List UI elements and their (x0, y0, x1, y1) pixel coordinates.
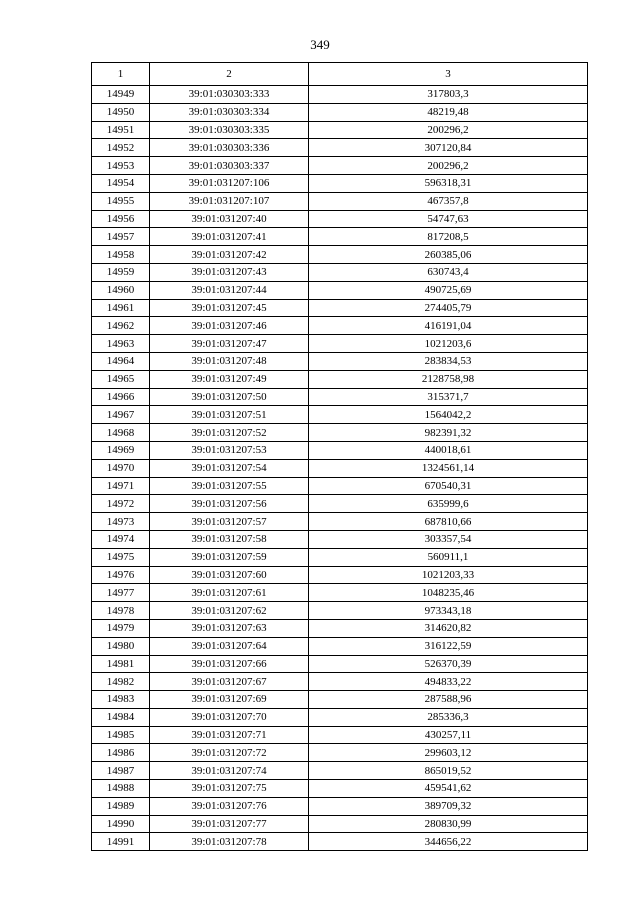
row-number-cell: 14970 (92, 459, 150, 477)
value-cell: 260385,06 (309, 246, 588, 264)
row-number-cell: 14977 (92, 584, 150, 602)
row-number-cell: 14963 (92, 335, 150, 353)
value-cell: 317803,3 (309, 86, 588, 104)
table-row (92, 424, 588, 442)
row-number-cell: 14971 (92, 477, 150, 495)
value-cell: 48219,48 (309, 103, 588, 121)
table-row (92, 406, 588, 424)
row-number-cell: 14972 (92, 495, 150, 513)
cadastral-number-cell: 39:01:030303:334 (150, 103, 309, 121)
column-header-value: 3 (309, 63, 588, 86)
row-number-cell: 14961 (92, 299, 150, 317)
table-row (92, 352, 588, 370)
cadastral-number-cell: 39:01:031207:72 (150, 744, 309, 762)
row-number-cell: 14958 (92, 246, 150, 264)
row-number-cell: 14953 (92, 157, 150, 175)
cadastral-number-cell: 39:01:031207:70 (150, 708, 309, 726)
value-cell: 307120,84 (309, 139, 588, 157)
row-number-cell: 14980 (92, 637, 150, 655)
cadastral-number-cell: 39:01:031207:51 (150, 406, 309, 424)
table-row (92, 335, 588, 353)
header-row (92, 63, 588, 86)
row-number-cell: 14984 (92, 708, 150, 726)
cadastral-number-cell: 39:01:031207:50 (150, 388, 309, 406)
table-row (92, 317, 588, 335)
row-number-cell: 14983 (92, 691, 150, 709)
cadastral-number-cell: 39:01:031207:56 (150, 495, 309, 513)
value-cell: 982391,32 (309, 424, 588, 442)
row-number-cell: 14988 (92, 780, 150, 798)
table-header (92, 63, 588, 86)
cadastral-number-cell: 39:01:031207:52 (150, 424, 309, 442)
row-number-cell: 14982 (92, 673, 150, 691)
cadastral-number-cell: 39:01:031207:76 (150, 797, 309, 815)
value-cell: 314620,82 (309, 619, 588, 637)
value-cell: 490725,69 (309, 281, 588, 299)
cadastral-number-cell: 39:01:031207:42 (150, 246, 309, 264)
value-cell: 687810,66 (309, 513, 588, 531)
row-number-cell: 14949 (92, 86, 150, 104)
cadastral-number-cell: 39:01:031207:46 (150, 317, 309, 335)
value-cell: 494833,22 (309, 673, 588, 691)
table-row (92, 370, 588, 388)
row-number-cell: 14956 (92, 210, 150, 228)
table-body (92, 86, 588, 851)
value-cell: 344656,22 (309, 833, 588, 851)
table-row (92, 103, 588, 121)
table-row (92, 459, 588, 477)
row-number-cell: 14951 (92, 121, 150, 139)
value-cell: 459541,62 (309, 780, 588, 798)
cadastral-number-cell: 39:01:031207:69 (150, 691, 309, 709)
table-row (92, 566, 588, 584)
table-row (92, 548, 588, 566)
value-cell: 316122,59 (309, 637, 588, 655)
table-row (92, 637, 588, 655)
row-number-cell: 14991 (92, 833, 150, 851)
row-number-cell: 14968 (92, 424, 150, 442)
row-number-cell: 14957 (92, 228, 150, 246)
value-cell: 389709,32 (309, 797, 588, 815)
table-row (92, 655, 588, 673)
table-row (92, 299, 588, 317)
cadastral-number-cell: 39:01:031207:59 (150, 548, 309, 566)
value-cell: 596318,31 (309, 174, 588, 192)
value-cell: 1048235,46 (309, 584, 588, 602)
table-row (92, 815, 588, 833)
cadastral-number-cell: 39:01:031207:47 (150, 335, 309, 353)
table-row (92, 619, 588, 637)
row-number-cell: 14969 (92, 441, 150, 459)
table-row (92, 708, 588, 726)
cadastral-number-cell: 39:01:031207:40 (150, 210, 309, 228)
table-row (92, 495, 588, 513)
table-row (92, 192, 588, 210)
cadastral-number-cell: 39:01:031207:78 (150, 833, 309, 851)
value-cell: 200296,2 (309, 157, 588, 175)
table-row (92, 673, 588, 691)
cadastral-number-cell: 39:01:031207:45 (150, 299, 309, 317)
value-cell: 285336,3 (309, 708, 588, 726)
value-cell: 670540,31 (309, 477, 588, 495)
cadastral-number-cell: 39:01:030303:333 (150, 86, 309, 104)
table-row (92, 584, 588, 602)
table-row (92, 726, 588, 744)
value-cell: 283834,53 (309, 352, 588, 370)
table-row (92, 121, 588, 139)
row-number-cell: 14986 (92, 744, 150, 762)
value-cell: 1564042,2 (309, 406, 588, 424)
cadastral-number-cell: 39:01:031207:55 (150, 477, 309, 495)
row-number-cell: 14954 (92, 174, 150, 192)
value-cell: 287588,96 (309, 691, 588, 709)
row-number-cell: 14978 (92, 602, 150, 620)
row-number-cell: 14965 (92, 370, 150, 388)
value-cell: 440018,61 (309, 441, 588, 459)
table-row (92, 602, 588, 620)
row-number-cell: 14966 (92, 388, 150, 406)
table-row (92, 86, 588, 104)
cadastral-number-cell: 39:01:031207:58 (150, 530, 309, 548)
cadastral-number-cell: 39:01:031207:48 (150, 352, 309, 370)
row-number-cell: 14960 (92, 281, 150, 299)
table-row (92, 441, 588, 459)
value-cell: 630743,4 (309, 263, 588, 281)
table-row (92, 388, 588, 406)
row-number-cell: 14962 (92, 317, 150, 335)
table-row (92, 513, 588, 531)
row-number-cell: 14950 (92, 103, 150, 121)
table-row (92, 833, 588, 851)
cadastral-number-cell: 39:01:031207:63 (150, 619, 309, 637)
table-row (92, 780, 588, 798)
value-cell: 430257,11 (309, 726, 588, 744)
value-cell: 526370,39 (309, 655, 588, 673)
value-cell: 2128758,98 (309, 370, 588, 388)
cadastral-number-cell: 39:01:031207:49 (150, 370, 309, 388)
value-cell: 274405,79 (309, 299, 588, 317)
cadastral-number-cell: 39:01:031207:60 (150, 566, 309, 584)
table-row (92, 228, 588, 246)
value-cell: 865019,52 (309, 762, 588, 780)
cadastral-number-cell: 39:01:030303:337 (150, 157, 309, 175)
cadastral-number-cell: 39:01:031207:66 (150, 655, 309, 673)
cadastral-number-cell: 39:01:031207:61 (150, 584, 309, 602)
cadastral-number-cell: 39:01:030303:335 (150, 121, 309, 139)
row-number-cell: 14967 (92, 406, 150, 424)
cadastral-number-cell: 39:01:031207:54 (150, 459, 309, 477)
value-cell: 1021203,33 (309, 566, 588, 584)
table-row (92, 530, 588, 548)
cadastral-number-cell: 39:01:031207:106 (150, 174, 309, 192)
row-number-cell: 14974 (92, 530, 150, 548)
cadastral-number-cell: 39:01:031207:77 (150, 815, 309, 833)
value-cell: 635999,6 (309, 495, 588, 513)
value-cell: 200296,2 (309, 121, 588, 139)
row-number-cell: 14981 (92, 655, 150, 673)
cadastral-number-cell: 39:01:031207:41 (150, 228, 309, 246)
row-number-cell: 14990 (92, 815, 150, 833)
value-cell: 299603,12 (309, 744, 588, 762)
cadastral-number-cell: 39:01:031207:62 (150, 602, 309, 620)
value-cell: 280830,99 (309, 815, 588, 833)
table-row (92, 263, 588, 281)
row-number-cell: 14976 (92, 566, 150, 584)
table-row (92, 281, 588, 299)
cadastral-number-cell: 39:01:031207:64 (150, 637, 309, 655)
table-row (92, 174, 588, 192)
row-number-cell: 14975 (92, 548, 150, 566)
cadastral-number-cell: 39:01:031207:107 (150, 192, 309, 210)
row-number-cell: 14964 (92, 352, 150, 370)
table-row (92, 797, 588, 815)
table-row (92, 744, 588, 762)
value-cell: 54747,63 (309, 210, 588, 228)
table-row (92, 477, 588, 495)
value-cell: 303357,54 (309, 530, 588, 548)
cadastral-number-cell: 39:01:031207:75 (150, 780, 309, 798)
value-cell: 817208,5 (309, 228, 588, 246)
table-row (92, 210, 588, 228)
value-cell: 1021203,6 (309, 335, 588, 353)
cadastral-number-cell: 39:01:031207:53 (150, 441, 309, 459)
cadastral-number-cell: 39:01:031207:44 (150, 281, 309, 299)
row-number-cell: 14989 (92, 797, 150, 815)
row-number-cell: 14955 (92, 192, 150, 210)
registry-table (91, 62, 588, 851)
value-cell: 315371,7 (309, 388, 588, 406)
row-number-cell: 14952 (92, 139, 150, 157)
value-cell: 973343,18 (309, 602, 588, 620)
row-number-cell: 14979 (92, 619, 150, 637)
table-row (92, 139, 588, 157)
cadastral-number-cell: 39:01:031207:71 (150, 726, 309, 744)
cadastral-number-cell: 39:01:031207:67 (150, 673, 309, 691)
page-number: 349 (310, 37, 330, 52)
value-cell: 560911,1 (309, 548, 588, 566)
column-header-cadastral-number: 2 (150, 63, 309, 86)
value-cell: 416191,04 (309, 317, 588, 335)
cadastral-number-cell: 39:01:031207:74 (150, 762, 309, 780)
cadastral-number-cell: 39:01:030303:336 (150, 139, 309, 157)
column-header-number: 1 (92, 63, 150, 86)
cadastral-number-cell: 39:01:031207:43 (150, 263, 309, 281)
row-number-cell: 14959 (92, 263, 150, 281)
row-number-cell: 14985 (92, 726, 150, 744)
cadastral-number-cell: 39:01:031207:57 (150, 513, 309, 531)
table-row (92, 691, 588, 709)
row-number-cell: 14973 (92, 513, 150, 531)
row-number-cell: 14987 (92, 762, 150, 780)
value-cell: 1324561,14 (309, 459, 588, 477)
value-cell: 467357,8 (309, 192, 588, 210)
table-row (92, 246, 588, 264)
table-row (92, 157, 588, 175)
table-row (92, 762, 588, 780)
